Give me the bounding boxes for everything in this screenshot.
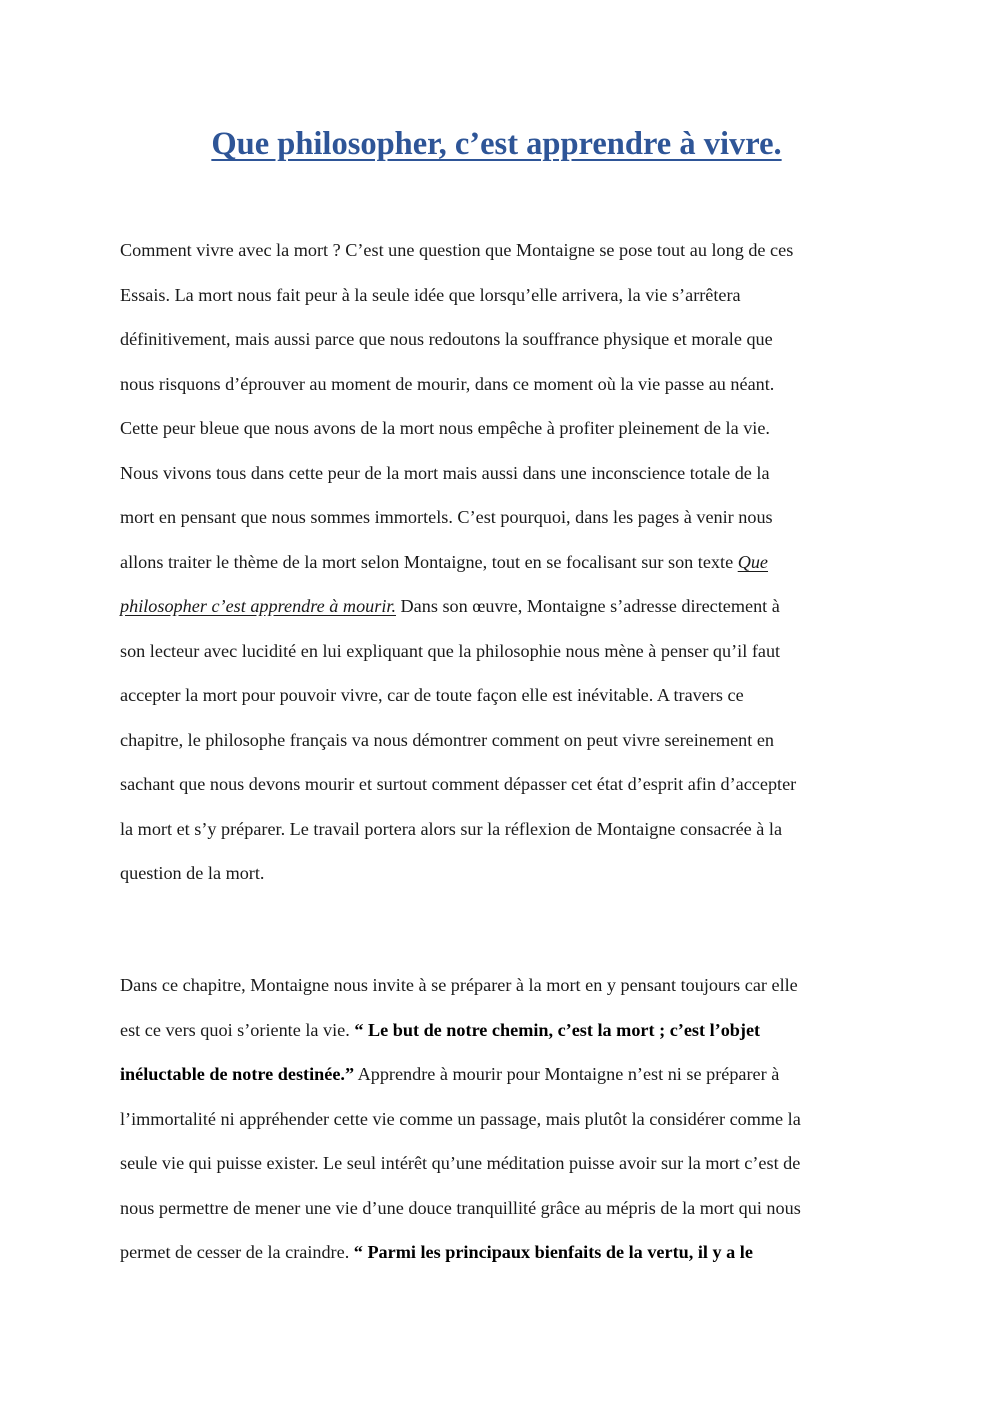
text-line: [120, 584, 878, 629]
text-line: mort en pensant que nous sommes immortels. C’est pourquoi, dans les pages à venir nous: [120, 507, 773, 527]
text-fragment: permet de cesser de la craindre.: [120, 1242, 354, 1262]
text-line: seule vie qui puisse exister. Le seul intérêt qu’une méditation puisse avoir sur la mort c’est de: [120, 1153, 801, 1173]
text-fragment: Apprendre à mourir pour Montaigne n’est ni se préparer à: [354, 1064, 780, 1084]
text-line: nous permettre de mener une vie d’une douce tranquillité grâce au mépris de la mort qui nous: [120, 1197, 801, 1218]
text-line: [120, 1008, 878, 1053]
bold-quotation: inéluctable de notre destinée.”: [120, 1064, 355, 1084]
text-line: Cette peur bleue que nous avons de la mort nous empêche à profiter pleinement de la vie.: [120, 418, 770, 438]
text-line: Nous vivons tous dans cette peur de la mort mais aussi dans une inconscience totale de la: [120, 462, 770, 483]
paragraph-introduction: [120, 228, 878, 896]
text-line: accepter la mort pour pouvoir vivre, car de toute façon elle est inévitable. A travers ce: [120, 685, 744, 705]
text-line: [120, 540, 878, 585]
work-title-citation: philosopher c’est apprendre à mourir.: [120, 596, 396, 616]
text-line: [120, 1052, 878, 1097]
text-line: Comment vivre avec la mort ? C’est une question que Montaigne se pose tout au long de ces: [120, 240, 794, 260]
text-line: sachant que nous devons mourir et surtout comment dépasser cet état d’esprit afin d’accepter: [120, 774, 797, 794]
text-line: chapitre, le philosophe français va nous démontrer comment on peut vivre sereinement en: [120, 729, 775, 750]
bold-quotation: “ Parmi les principaux bienfaits de la vertu, il y a le: [353, 1242, 753, 1262]
text-line: définitivement, mais aussi parce que nous redoutons la souffrance physique et morale que: [120, 329, 773, 349]
paragraph-analysis: [120, 963, 878, 1275]
document-title: Que philosopher, c’est apprendre à vivre.: [211, 126, 782, 162]
text-fragment: allons traiter le thème de la mort selon Montaigne, tout en se focalisant sur son texte: [120, 551, 738, 572]
text-line: l’immortalité ni appréhender cette vie comme un passage, mais plutôt la considérer comme la: [120, 1108, 801, 1129]
text-line: [120, 1230, 878, 1275]
text-line: Essais. La mort nous fait peur à la seule idée que lorsqu’elle arrivera, la vie s’arrêtera: [120, 284, 741, 305]
bold-quotation: “ Le but de notre chemin, c’est la mort ; c’est l’objet: [354, 1019, 761, 1040]
text-line: Dans ce chapitre, Montaigne nous invite à se préparer à la mort en y pensant toujours car elle: [120, 975, 798, 995]
text-fragment: est ce vers quoi s’oriente la vie.: [120, 1019, 355, 1040]
work-title-citation: Que: [737, 551, 769, 572]
text-line: son lecteur avec lucidité en lui expliquant que la philosophie nous mène à penser qu’il faut: [120, 640, 781, 661]
text-line: nous risquons d’éprouver au moment de mourir, dans ce moment où la vie passe au néant.: [120, 373, 775, 394]
text-line: la mort et s’y préparer. Le travail portera alors sur la réflexion de Montaigne consacrée à la: [120, 818, 783, 839]
text-line: question de la mort.: [120, 863, 265, 883]
text-fragment: Dans son œuvre, Montaigne s’adresse directement à: [396, 596, 780, 616]
